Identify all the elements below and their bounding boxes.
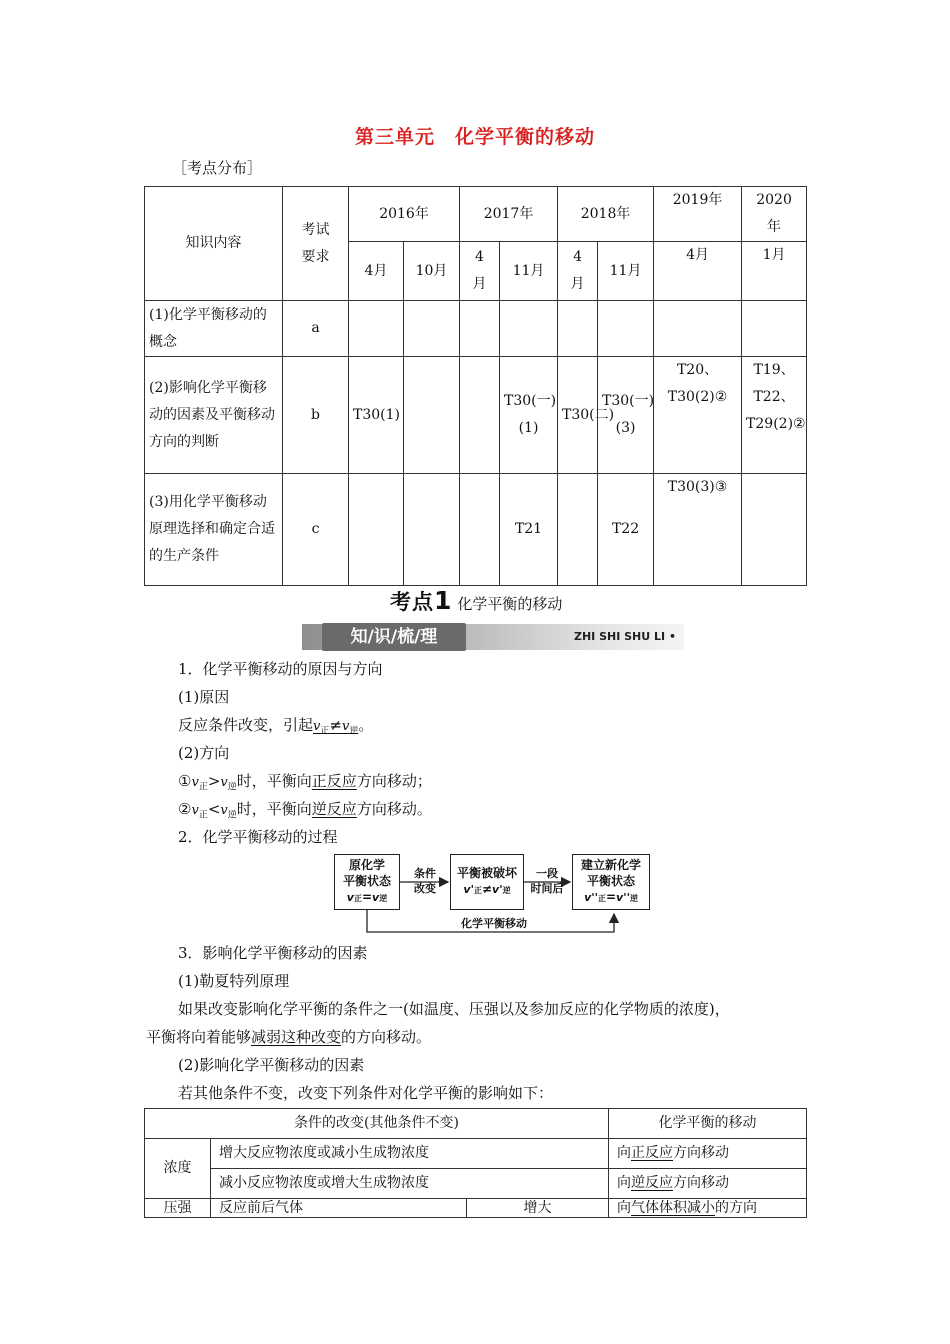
header-month: 11月 [598, 242, 654, 301]
pressure-label: 压强 [145, 1199, 211, 1218]
cause-answer: $v_正\ne v_逆$ [313, 716, 359, 737]
cause-line: 反应条件改变，引起$v_正\ne v_逆$。 [178, 716, 374, 737]
concentration-condition-2: 减小反应物浓度或增大生成物浓度 [211, 1169, 609, 1199]
effect-header-condition: 条件的改变(其他条件不变) [145, 1109, 609, 1139]
header-month: 10月 [404, 242, 460, 301]
header-year-2018: 2018年 [558, 187, 654, 242]
exam-cell: T22 [598, 474, 654, 586]
exam-cell [404, 301, 460, 357]
requirement-cell: c [283, 474, 349, 586]
exam-cell: T21 [500, 474, 558, 586]
exam-cell [558, 301, 598, 357]
principle-line-1: 如果改变影响化学平衡的条件之一(如温度、压强以及参加反应的化学物质的浓度)， [178, 1000, 730, 1018]
topic-cell: (1)化学平衡移动的概念 [145, 301, 283, 357]
kaodian-label: 考点 [390, 590, 434, 614]
banner-pinyin: ZHI SHI SHU LI • [573, 630, 676, 643]
exam-cell [349, 474, 404, 586]
effect-header-shift: 化学平衡的移动 [609, 1109, 807, 1139]
header-year-2017: 2017年 [460, 187, 558, 242]
pressure-shift: 向气体体积减小的方向 [609, 1199, 807, 1218]
header-knowledge: 知识内容 [145, 187, 283, 301]
header-year-2019: 2019年 [654, 187, 742, 242]
topic-cell: (2)影响化学平衡移动的因素及平衡移动方向的判断 [145, 357, 283, 474]
direction-2: $②v_正<v_逆$时，平衡向逆反应方向移动。 [178, 800, 432, 821]
kaodian-heading [390, 586, 562, 616]
effect-intro: 若其他条件不变，改变下列条件对化学平衡的影响如下： [178, 1084, 554, 1102]
exam-cell: T30(3)③ [654, 474, 742, 586]
header-month: 4月 [558, 242, 598, 301]
exam-cell: T30(二) [558, 357, 598, 474]
header-month: 4月 [460, 242, 500, 301]
pressure-condition: 反应前后气体 [211, 1199, 467, 1218]
pressure-change: 增大 [467, 1199, 609, 1218]
direction-1: $①v_正>v_逆$时，平衡向正反应方向移动； [178, 772, 432, 793]
heading-3a: (1)勒夏特列原理 [178, 972, 290, 990]
bullet-icon: • [668, 630, 676, 643]
exam-cell [558, 474, 598, 586]
requirement-cell: a [283, 301, 349, 357]
exam-cell: T19、T22、T29(2)② [742, 357, 807, 474]
topic-cell: (3)用化学平衡移动原理选择和确定合适的生产条件 [145, 474, 283, 586]
exam-cell [460, 474, 500, 586]
concentration-shift-1: 向正反应方向移动 [609, 1139, 807, 1169]
kaodian-number: 1 [434, 586, 452, 615]
header-month: 4月 [654, 242, 742, 301]
distribution-label: ［考点分布］ [172, 159, 263, 177]
concentration-shift-2: 向逆反应方向移动 [609, 1169, 807, 1199]
header-month: 1月 [742, 242, 807, 301]
exam-cell [460, 357, 500, 474]
exam-cell [742, 301, 807, 357]
equilibrium-shift-label: 化学平衡移动 [444, 916, 544, 931]
original-equilibrium-box: 原化学 平衡状态 v正=v逆 [334, 854, 400, 910]
exam-cell [598, 301, 654, 357]
time-label: 一段 时间后 [530, 867, 564, 895]
heading-3b: (2)影响化学平衡移动的因素 [178, 1056, 365, 1074]
header-month: 11月 [500, 242, 558, 301]
section-banner [302, 624, 684, 650]
exam-cell [404, 474, 460, 586]
exam-cell: T20、T30(2)② [654, 357, 742, 474]
direction-1-answer: 正反应 [311, 772, 357, 790]
exam-cell [349, 301, 404, 357]
exam-cell [500, 301, 558, 357]
principle-answer: 减弱这种改变 [251, 1028, 342, 1046]
direction-2-answer: 逆反应 [311, 800, 357, 818]
kaodian-subtitle: 化学平衡的移动 [457, 595, 563, 613]
heading-1a: (1)原因 [178, 688, 230, 706]
distribution-table [144, 186, 807, 586]
principle-line-2: 平衡将向着能够减弱这种改变的方向移动。 [146, 1028, 432, 1046]
concentration-label: 浓度 [145, 1139, 211, 1199]
exam-cell [654, 301, 742, 357]
header-requirement: 考试要求 [283, 187, 349, 301]
page-title: 第三单元 化学平衡的移动 [354, 126, 595, 148]
exam-cell [404, 357, 460, 474]
new-equilibrium-box: 建立新化学 平衡状态 v''正=v''逆 [572, 854, 650, 910]
heading-3: 3．影响化学平衡移动的因素 [178, 944, 368, 962]
heading-2: 2．化学平衡移动的过程 [178, 828, 338, 846]
exam-cell: T30(1) [349, 357, 404, 474]
effect-table [144, 1108, 807, 1218]
heading-1b: (2)方向 [178, 744, 230, 762]
header-month: 4月 [349, 242, 404, 301]
exam-cell [460, 301, 500, 357]
exam-cell: T30(一)(1) [500, 357, 558, 474]
exam-cell: T30(一)(3) [598, 357, 654, 474]
header-year-2020: 2020年 [742, 187, 807, 242]
heading-1: 1．化学平衡移动的原因与方向 [178, 660, 383, 678]
header-year-2016: 2016年 [349, 187, 460, 242]
condition-change-label: 条件 改变 [414, 867, 436, 895]
concentration-condition-1: 增大反应物浓度或减小生成物浓度 [211, 1139, 609, 1169]
exam-cell [742, 474, 807, 586]
banner-tab: 知/识/梳/理 [322, 623, 466, 651]
requirement-cell: b [283, 357, 349, 474]
broken-equilibrium-box: 平衡被破坏 v'正≠v'逆 [450, 854, 524, 910]
